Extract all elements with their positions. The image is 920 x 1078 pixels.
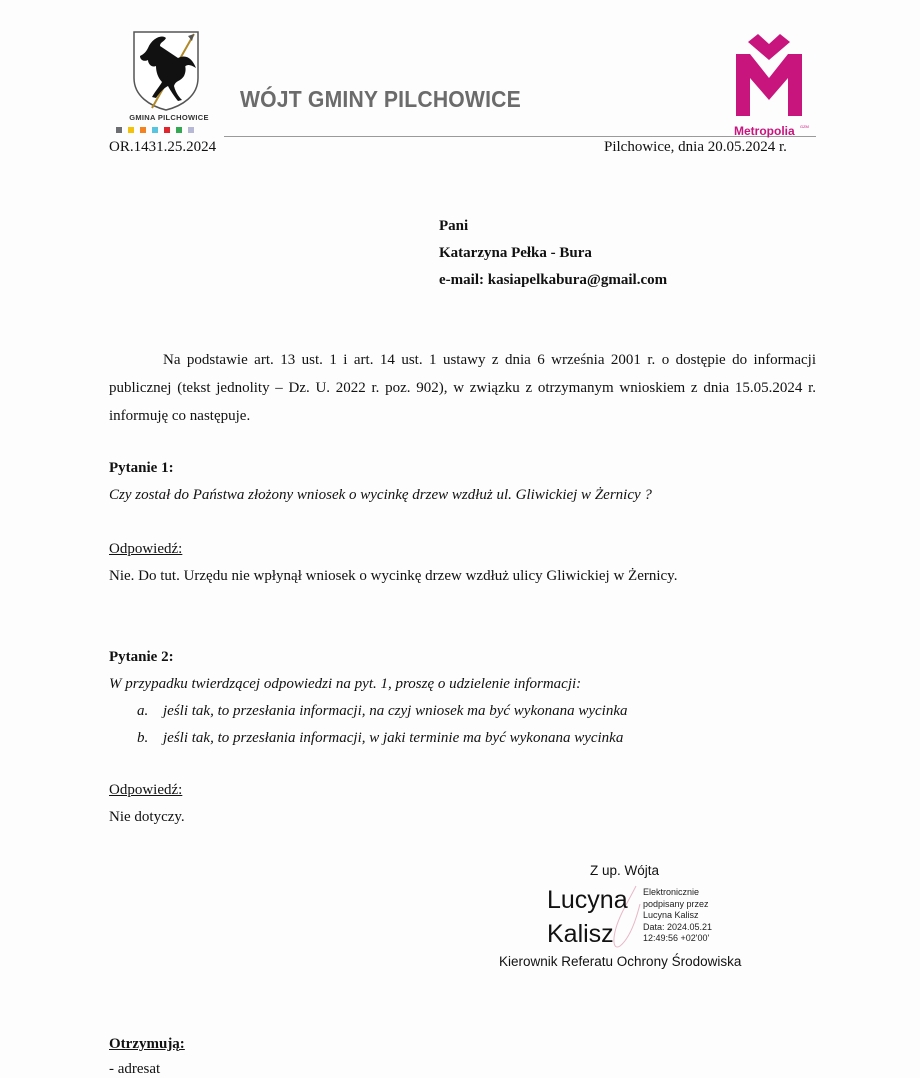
e-signature-line: Data: 2024.05.21 — [643, 921, 713, 932]
color-dot — [116, 127, 122, 133]
signature-last-name: Kalisz — [547, 920, 614, 948]
answer-2-label: Odpowiedź: — [109, 782, 183, 798]
color-dot — [176, 127, 182, 133]
e-signature-line: 12:49:56 +02'00' — [643, 933, 710, 943]
addressee-name: Katarzyna Pełka - Bura — [439, 245, 592, 261]
e-signature-line: Lucyna Kalisz — [643, 910, 699, 920]
metropolia-logo — [734, 34, 804, 118]
color-dot — [128, 127, 134, 133]
intro-line-3: informuję co następuje. — [109, 408, 251, 424]
signature-first-name: Lucyna — [547, 886, 628, 914]
question-1-label: Pytanie 1: — [109, 460, 174, 476]
color-dot — [164, 127, 170, 133]
signature-authority: Z up. Wójta — [590, 863, 660, 878]
e-signature-block — [643, 887, 712, 945]
question-1-text: Czy został do Państwa złożony wniosek o wycinkę drzew wzdłuż ul. Gliwickiej w Żernicy ? — [109, 487, 652, 503]
recipients-label: Otrzymują: — [109, 1036, 185, 1052]
metropolia-label: Metropolia — [734, 124, 795, 138]
e-signature-line: Elektronicznie — [643, 887, 700, 897]
crest-caption: GMINA PILCHOWICE — [129, 113, 209, 122]
intro-line-1: Na podstawie art. 13 ust. 1 i art. 14 ust. 1 ustawy z dnia 6 września 2001 r. o dostępie do informacji — [163, 352, 816, 368]
answer-1-label: Odpowiedź: — [109, 541, 183, 557]
addressee-email: e-mail: kasiapelkabura@gmail.com — [439, 272, 668, 288]
e-signature-line: podpisany przez — [643, 898, 709, 909]
reference-number: OR.1431.25.2024 — [109, 139, 217, 155]
signature-position: Kierownik Referatu Ochrony Środowiska — [499, 954, 742, 969]
color-dot — [140, 127, 146, 133]
color-dot — [188, 127, 194, 133]
question-2-text: W przypadku twierdzącej odpowiedzi na pyt. 1, proszę o udzielenie informacji: — [109, 676, 582, 692]
header-divider — [224, 136, 816, 137]
color-dot — [152, 127, 158, 133]
addressee-salutation: Pani — [439, 218, 469, 234]
question-2-item-a-mark: a. — [137, 703, 149, 719]
intro-paragraph — [109, 346, 816, 430]
question-2-item-b-mark: b. — [137, 730, 149, 746]
question-2-item-a-text: jeśli tak, to przesłania informacji, na czyj wniosek ma być wykonana wycinka — [163, 703, 628, 719]
metropolia-gzm-label: GZM — [800, 124, 809, 129]
recipient-item: - adresat — [109, 1061, 161, 1077]
question-2-label: Pytanie 2: — [109, 649, 174, 665]
gmina-crest-logo — [130, 28, 202, 112]
question-2-item-b-text: jeśli tak, to przesłania informacji, w jaki terminie ma być wykonana wycinka — [163, 730, 624, 746]
color-dots — [116, 127, 194, 133]
answer-1-text: Nie. Do tut. Urzędu nie wpłynął wniosek o wycinkę drzew wzdłuż ulicy Gliwickiej w Żernicy. — [109, 568, 678, 584]
place-date: Pilchowice, dnia 20.05.2024 r. — [604, 139, 787, 155]
answer-2-text: Nie dotyczy. — [109, 809, 185, 825]
page-title: WÓJT GMINY PILCHOWICE — [240, 86, 521, 112]
intro-line-2: publicznej (tekst jednolity – Dz. U. 2022 r. poz. 902), w związku z otrzymanym wnioskiem z dnia 15.05.2024 r. — [109, 380, 816, 396]
